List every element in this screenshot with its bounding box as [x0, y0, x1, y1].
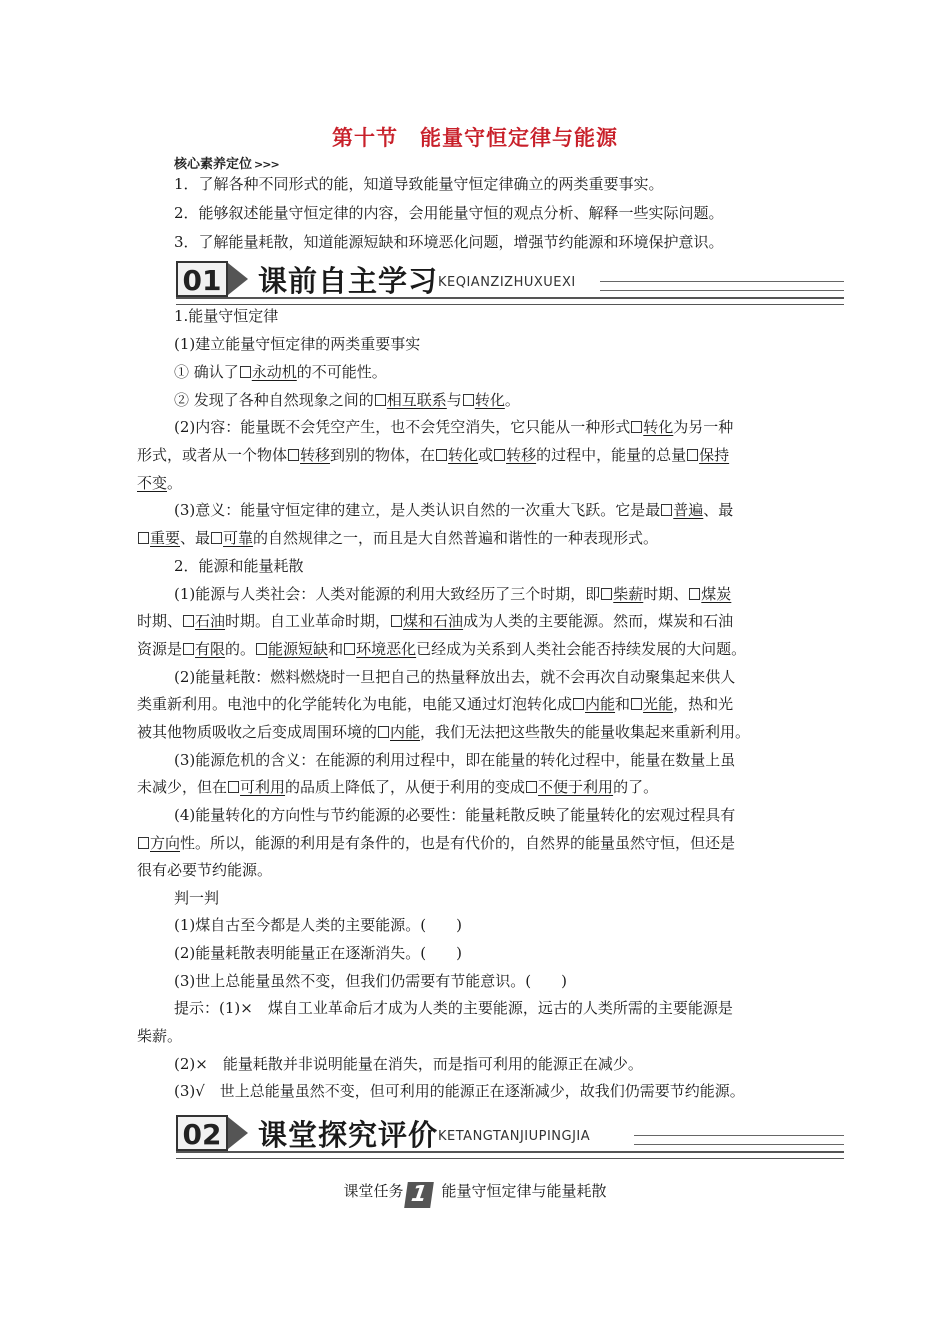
fact-2: ② 发现了各种自然现象之间的 相互联系与 转化。	[174, 391, 520, 409]
task-heading	[0, 1180, 950, 1208]
blank-box-icon	[138, 532, 149, 544]
core-literacy-text: 核心素养定位	[174, 157, 253, 172]
section-number: 02	[176, 1115, 228, 1151]
hint-1: 提示：(1)× 煤自工业革命后才成为人类的主要能源，远古的人类所需的主要能源是	[174, 999, 733, 1017]
blank-box-icon	[689, 588, 700, 600]
section-banner-02	[176, 1115, 844, 1155]
judge-item-1: (1)煤自古至今都是人类的主要能源。( )	[174, 916, 462, 934]
hint-3: (3)√ 世上总能量虽然不变，但可利用的能源正在逐渐减少，故我们仍需要节约能源。	[174, 1082, 745, 1100]
hint-1-cont: 柴薪。	[137, 1027, 183, 1045]
objective-3: 3．了解能量耗散，知道能源短缺和环境恶化问题，增强节约能源和环境保护意识。	[174, 233, 724, 251]
double-rule	[634, 1135, 844, 1145]
section-pinyin: KETANGTANJIUPINGJIA	[438, 1129, 591, 1144]
dissipation-line-3: 被其他物质吸收之后变成周围环境的 内能，我们无法把这些散失的能量收集起来重新利用。	[137, 723, 751, 741]
meaning-line-1: (3)意义：能量守恒定律的建立，是人类认识自然的一次重大飞跃。它是最 普遍、最	[174, 501, 734, 519]
judge-heading: 判一判	[174, 889, 220, 907]
blank-box-icon	[183, 643, 194, 655]
society-line-2: 时期、 石油时期。自工业革命时期， 煤和石油成为人类的主要能源。然而，煤炭和石油	[137, 612, 734, 630]
task-number-badge: 1	[404, 1182, 434, 1208]
blank-box-icon	[436, 449, 447, 461]
blank-box-icon	[228, 781, 239, 793]
para-facts: (1)建立能量守恒定律的两类重要事实	[174, 335, 421, 353]
fact-1: ① 确认了 永动机的不可能性。	[174, 363, 387, 381]
blank-box-icon	[463, 394, 474, 406]
blank-box-icon	[211, 532, 222, 544]
content-line-2: 形式，或者从一个物体 转移到别的物体，在 转化或 转移的过程中，能量的总量 保持	[137, 446, 730, 464]
heading-conservation: 1.能量守恒定律	[174, 307, 279, 325]
blank-box-icon	[240, 366, 251, 378]
direction-line-3: 很有必要节约能源。	[137, 861, 273, 879]
blank-box-icon	[138, 837, 149, 849]
task-title: 能量守恒定律与能量耗散	[441, 1182, 607, 1200]
blank-box-icon	[526, 781, 537, 793]
dissipation-line-1: (2)能量耗散：燃料燃烧时一旦把自己的热量释放出去，就不会再次自动聚集起来供人	[174, 668, 736, 686]
blank-box-icon	[378, 726, 389, 738]
objective-2: 2．能够叙述能量守恒定律的内容，会用能量守恒的观点分析、解释一些实际问题。	[174, 204, 724, 222]
task-prefix: 课堂任务	[343, 1182, 404, 1200]
direction-line-2: 方向性。所以，能源的利用是有条件的，也是有代价的，自然界的能量虽然守恒，但还是	[137, 833, 735, 853]
blank-box-icon	[391, 615, 402, 627]
blank-box-icon	[573, 698, 584, 710]
dissipation-line-2: 类重新利用。电池中的化学能转化为电能，电能又通过灯泡转化成 内能和 光能，热和光	[137, 695, 734, 713]
objective-1: 1．了解各种不同形式的能，知道导致能量守恒定律确立的两类重要事实。	[174, 175, 664, 193]
blank-box-icon	[288, 449, 299, 461]
section-number: 01	[176, 261, 228, 297]
blank-box-icon	[631, 698, 642, 710]
section-banner-01	[176, 261, 844, 301]
blank-box-icon	[601, 588, 612, 600]
hint-2: (2)× 能量耗散并非说明能量在消失，而是指可利用的能源正在减少。	[174, 1055, 643, 1073]
society-line-3: 资源是 有限的。 能源短缺和 环境恶化已经成为关系到人类社会能否持续发展的大问题。	[137, 640, 747, 658]
judge-item-2: (2)能量耗散表明能量正在逐渐消失。( )	[174, 944, 462, 962]
blank-box-icon	[631, 421, 642, 433]
triangle-icon	[228, 263, 248, 295]
double-rule	[600, 281, 844, 291]
page-title: 第十节 能量守恒定律与能源	[332, 126, 618, 150]
meaning-line-2: 重要、最 可靠的自然规律之一，而且是大自然普遍和谐性的一种表现形式。	[137, 528, 658, 548]
core-literacy-label	[174, 153, 279, 172]
banner-rule	[176, 297, 844, 305]
content-line-1: (2)内容：能量既不会凭空产生，也不会凭空消失，它只能从一种形式 转化为另一种	[174, 418, 734, 436]
blank-box-icon	[375, 394, 386, 406]
section-heading: 课堂探究评价	[258, 1118, 439, 1152]
crisis-line-2: 未减少，但在 可利用的品质上降低了，从便于利用的变成 不便于利用的了。	[137, 778, 659, 796]
section-pinyin: KEQIANZIZHUXUEXI	[438, 275, 576, 290]
banner-rule	[176, 1151, 844, 1159]
blank-box-icon	[661, 504, 672, 516]
blank-box-icon	[344, 643, 355, 655]
blank-box-icon	[256, 643, 267, 655]
heading-energy-sources: 2．能源和能量耗散	[174, 557, 304, 575]
crisis-line-1: (3)能源危机的含义：在能源的利用过程中，即在能量的转化过程中，能量在数量上虽	[174, 751, 736, 769]
content-line-3: 不变。	[137, 474, 183, 492]
judge-item-3: (3)世上总能量虽然不变，但我们仍需要有节能意识。( )	[174, 972, 567, 990]
blank-box-icon	[183, 615, 194, 627]
society-line-1: (1)能源与人类社会：人类对能源的利用大致经历了三个时期，即 柴薪时期、 煤炭	[174, 585, 732, 603]
direction-line-1: (4)能量转化的方向性与节约能源的必要性：能量耗散反映了能量转化的宏观过程具有	[174, 806, 736, 824]
arrows-icon: >>>	[254, 158, 279, 171]
section-heading: 课前自主学习	[258, 264, 439, 298]
triangle-icon	[228, 1117, 248, 1149]
blank-box-icon	[687, 449, 698, 461]
blank-box-icon	[494, 449, 505, 461]
